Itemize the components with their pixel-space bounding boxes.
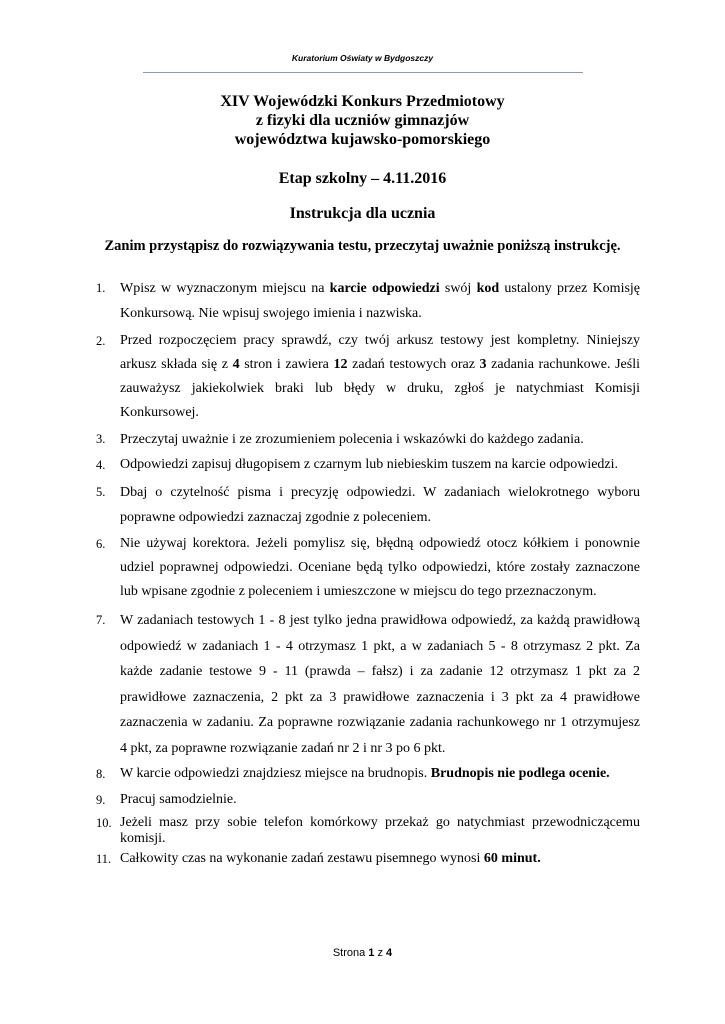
item-number: 9.	[96, 793, 106, 807]
list-item: 11. Całkowity czas na wykonanie zadań zestawu pisemnego wynosi 60 minut.	[96, 851, 541, 866]
title-line-2: z fizyki dla uczniów gimnazjów	[255, 112, 470, 129]
instruction-heading: Instrukcja dla ucznia	[289, 205, 436, 222]
stage-heading: Etap szkolny – 4.11.2016	[278, 170, 447, 187]
item-number: 3.	[96, 432, 106, 446]
list-item: 5. Dbaj o czytelność pisma i precyzję odpowiedzi. W zadaniach wielokrotnego wyboru poprawne odpowiedzi zaznaczaj zgodnie z poleceniem.	[96, 480, 640, 530]
document-title	[0, 92, 725, 149]
item-number: 10.	[96, 816, 112, 830]
item-number: 6.	[96, 537, 106, 551]
instruction-list	[96, 276, 640, 867]
list-item: 1. Wpisz w wyznaczonym miejscu na karcie odpowiedzi swój kod ustalony przez Komisję Konkursową. Nie wpisuj swojego imienia i nazwiska.	[96, 276, 640, 326]
list-item: 4. Odpowiedzi zapisuj długopisem z czarnym lub niebieskim tuszem na karcie odpowiedzi.	[96, 453, 640, 477]
item-number: 4.	[96, 458, 106, 472]
list-item: 2. Przed rozpoczęciem pracy sprawdź, czy twój arkusz testowy jest kompletny. Niniejszy arkusz składa się z 4 stron i zawiera 12 zadań testowych oraz 3 zadania rachunkowe. Jeśli zauważysz jakiekolwiek braki lub błędy w druku, zgłoś je natychmiast Komisji Konkursowej.	[96, 329, 640, 425]
title-line-3: województwa kujawsko-pomorskiego	[234, 131, 491, 148]
header-institution: Kuratorium Oświaty w Bydgoszczy	[291, 53, 434, 63]
list-item: 8. W karcie odpowiedzi znajdziesz miejsce na brudnopis. Brudnopis nie podlega ocenie.	[96, 762, 640, 786]
item-number: 5.	[96, 485, 106, 499]
item-number: 2.	[96, 334, 106, 348]
page-number: Strona 1 z 4	[332, 947, 393, 959]
intro-text: Zanim przystąpisz do rozwiązywania testu, przeczytaj uważnie poniższą instrukcję.	[104, 238, 621, 254]
list-item: 9. Pracuj samodzielnie.	[96, 788, 640, 812]
item-number: 8.	[96, 767, 106, 781]
title-line-1: XIV Wojewódzki Konkurs Przedmiotowy	[220, 93, 505, 110]
list-item: 3. Przeczytaj uważnie i ze zrozumieniem polecenia i wskazówki do każdego zadania.	[96, 427, 640, 452]
header-divider	[143, 72, 583, 73]
list-item: 10. Jeżeli masz przy sobie telefon komórkowy przekaż go natychmiast przewodniczącemu komisji.	[96, 815, 640, 846]
list-item: 6. Nie używaj korektora. Jeżeli pomylisz się, błędną odpowiedź otocz kółkiem i ponownie udziel poprawnej odpowiedzi. Oceniane będą tylko odpowiedzi, które zostały zaznaczone lub wpisane zgodnie z poleceniem i umieszczone w miejscu do tego przeznaczonym.	[96, 532, 640, 604]
item-number: 11.	[96, 852, 112, 866]
list-item: 7. W zadaniach testowych 1 - 8 jest tylko jedna prawidłowa odpowiedź, za każdą prawidłową odpowiedź w zadaniach 1 - 4 otrzymasz 1 pkt, a w zadaniach 5 - 8 otrzymasz 2 pkt. Za każde zadanie testowe 9 - 11 (prawda – fałsz) i za zadanie 12 otrzymasz 1 pkt za 2 prawidłowe zaznaczenia, 2 pkt za 3 prawidłowe zaznaczenia i 3 pkt za 4 prawidłowe zaznaczenia w zadaniu. Za poprawne rozwiązanie zadania rachunkowego nr 1 otrzymujesz 4 pkt, za poprawne rozwiązanie zadań nr 2 i nr 3 po 6 pkt.	[96, 608, 640, 761]
item-number: 7.	[96, 613, 106, 627]
item-number: 1.	[96, 281, 106, 295]
